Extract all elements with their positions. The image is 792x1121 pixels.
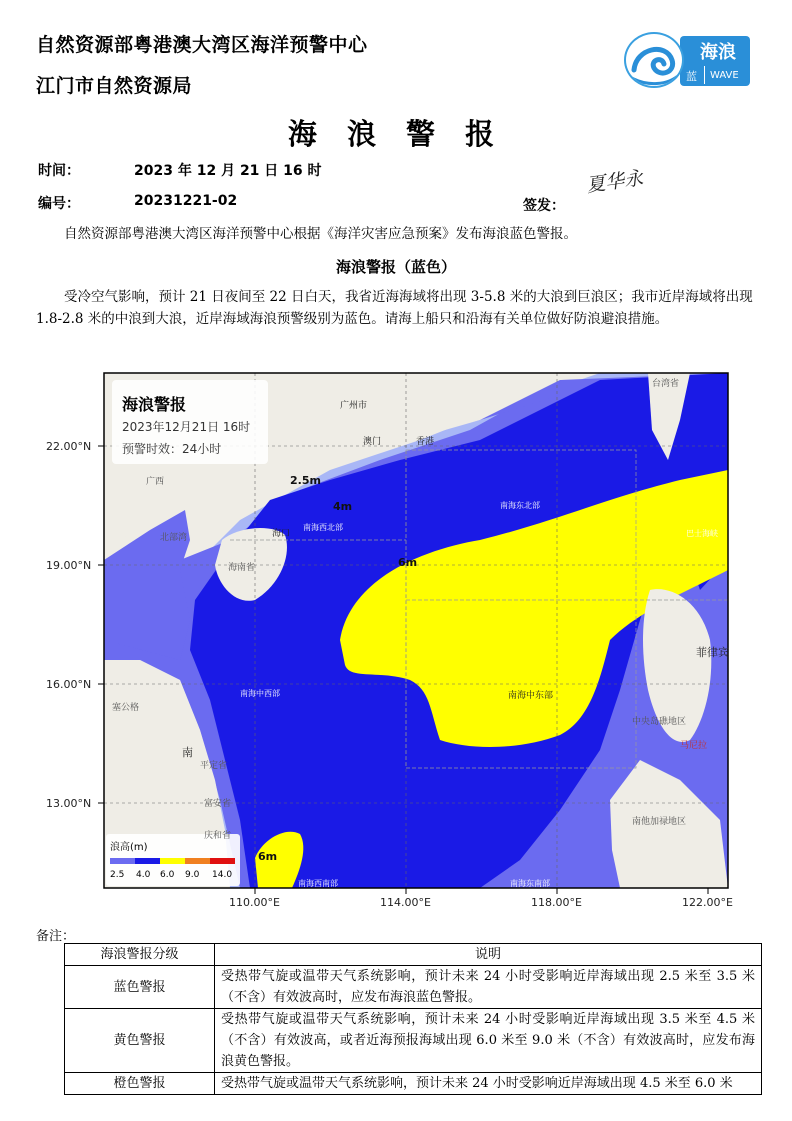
contour-label: 2.5m — [290, 474, 321, 487]
legend-tick: 6.0 — [160, 870, 175, 880]
logo-level: 蓝 — [686, 70, 697, 83]
table-header: 海浪警报分级 — [65, 944, 215, 966]
legend-tick: 4.0 — [136, 870, 151, 880]
logo-title: 海浪 — [700, 42, 736, 63]
map-info-validity: 预警时效：24小时 — [122, 442, 222, 456]
place-label: 澳门 — [363, 437, 382, 447]
intro-paragraph: 自然资源部粤港澳大湾区海洋预警中心根据《海洋灾害应急预案》发布海浪蓝色警报。 — [64, 226, 577, 242]
legend-tick: 9.0 — [185, 870, 200, 880]
map-info-title: 海浪警报 — [122, 395, 187, 414]
wave-height-legend — [106, 834, 240, 886]
legend-swatch-4 — [185, 858, 210, 864]
contour-label: 6m — [398, 556, 418, 569]
zone-label: 南海中西部 — [240, 689, 280, 698]
legend-swatch-3 — [160, 858, 185, 864]
grade-description: 受热带气旋或温带天气系统影响，预计未来 24 小时受影响近岸海域出现 4.5 米至 6.0 米 — [215, 1073, 762, 1095]
table-row — [65, 966, 762, 1009]
lon-label: 110.00°E — [229, 896, 280, 909]
place-label: 海南省 — [228, 563, 256, 573]
table-row — [65, 1073, 762, 1095]
place-label: 台湾省 — [652, 379, 680, 389]
contour-label: 4m — [333, 500, 353, 513]
table-header: 说明 — [215, 944, 762, 966]
sign-label: 签发： — [523, 198, 565, 214]
notes-label: 备注： — [36, 929, 76, 944]
table-header-row — [65, 944, 762, 966]
place-label: 塞公格 — [112, 703, 140, 713]
document-title: 海 浪 警 报 — [287, 117, 505, 151]
code-label: 编号： — [38, 196, 80, 212]
grade-level: 黄色警报 — [65, 1009, 215, 1073]
place-label: 香港 — [416, 437, 435, 447]
zone-label: 南海东南部 — [510, 879, 550, 888]
place-label: 北部湾 — [160, 533, 188, 543]
lat-label: 22.00°N — [46, 440, 92, 453]
legend-tick: 2.5 — [110, 870, 125, 880]
zone-label: 南海西北部 — [303, 523, 343, 532]
map-info-time: 2023年12月21日 16时 — [122, 420, 251, 434]
legend-color-bar — [110, 858, 235, 864]
zone-label: 南海东北部 — [500, 501, 540, 510]
lon-label: 122.00°E — [682, 896, 733, 909]
lat-label: 16.00°N — [46, 678, 92, 691]
lon-label: 114.00°E — [380, 896, 431, 909]
place-label: 广西 — [146, 477, 165, 487]
lat-label: 19.00°N — [46, 559, 92, 572]
zone-label: 南海西南部 — [298, 879, 338, 888]
legend-tick: 14.0 — [212, 870, 233, 880]
legend-swatch-1 — [110, 858, 135, 864]
place-label: 马尼拉 — [680, 741, 708, 751]
place-label: 平定省 — [200, 761, 228, 771]
legend-swatch-2 — [135, 858, 160, 864]
place-label: 庆和省 — [204, 831, 232, 841]
alert-grade-table — [64, 943, 762, 1095]
place-label: 广州市 — [340, 401, 368, 411]
lon-label: 118.00°E — [531, 896, 582, 909]
logo-level-en: WAVE — [710, 70, 739, 81]
org-name-secondary: 江门市自然资源局 — [36, 75, 193, 97]
lat-label: 13.00°N — [46, 797, 92, 810]
alert-body-paragraph: 受冷空气影响，预计 21 日夜间至 22 日白天，我省近海海域将出现 3-5.8 米的大浪到巨浪区；我市近岸海域将出现 1.8-2.8 米的中浪到大浪，近岸海域海浪预警级别为蓝色。请海上船只和沿海有关单位做好防浪避浪措施。 — [36, 289, 753, 327]
code-value: 20231221-02 — [134, 193, 238, 209]
contour-label: 6m — [258, 850, 278, 863]
time-value: 2023 年 12 月 21 日 16 时 — [134, 163, 322, 179]
grade-level: 蓝色警报 — [65, 966, 215, 1009]
legend-swatch-5 — [210, 858, 235, 864]
time-label: 时间： — [38, 163, 80, 179]
handwritten-signature: 夏华永 — [584, 167, 645, 197]
place-label: 南他加禄地区 — [632, 817, 687, 827]
zone-label: 巴士海峡 — [686, 529, 718, 538]
place-label: 富安省 — [204, 799, 232, 809]
legend-title: 浪高(m) — [110, 842, 148, 853]
zone-label: 南海中东部 — [508, 691, 554, 701]
org-name-primary: 自然资源部粤港澳大湾区海洋预警中心 — [36, 34, 368, 56]
place-label: 南 — [182, 746, 193, 759]
grade-description: 受热带气旋或温带天气系统影响，预计未来 24 小时受影响近岸海域出现 2.5 米至 3.5 米（不含）有效波高时，应发布海浪蓝色警报。 — [215, 966, 762, 1009]
place-label: 海口 — [272, 529, 291, 539]
table-row — [65, 1009, 762, 1073]
map-info-panel — [112, 380, 268, 464]
grade-description: 受热带气旋或温带天气系统影响，预计未来 24 小时受影响近岸海域出现 3.5 米至 4.5 米（不含）有效波高，或者近海预报海域出现 6.0 米至 9.0 米（不含）有效波高时，应发布海浪黄色警报。 — [215, 1009, 762, 1073]
alert-subtitle: 海浪警报（蓝色） — [335, 258, 456, 276]
place-label: 菲律宾 — [696, 646, 729, 659]
place-label: 中央岛礁地区 — [632, 717, 687, 727]
grade-level: 橙色警报 — [65, 1073, 215, 1095]
